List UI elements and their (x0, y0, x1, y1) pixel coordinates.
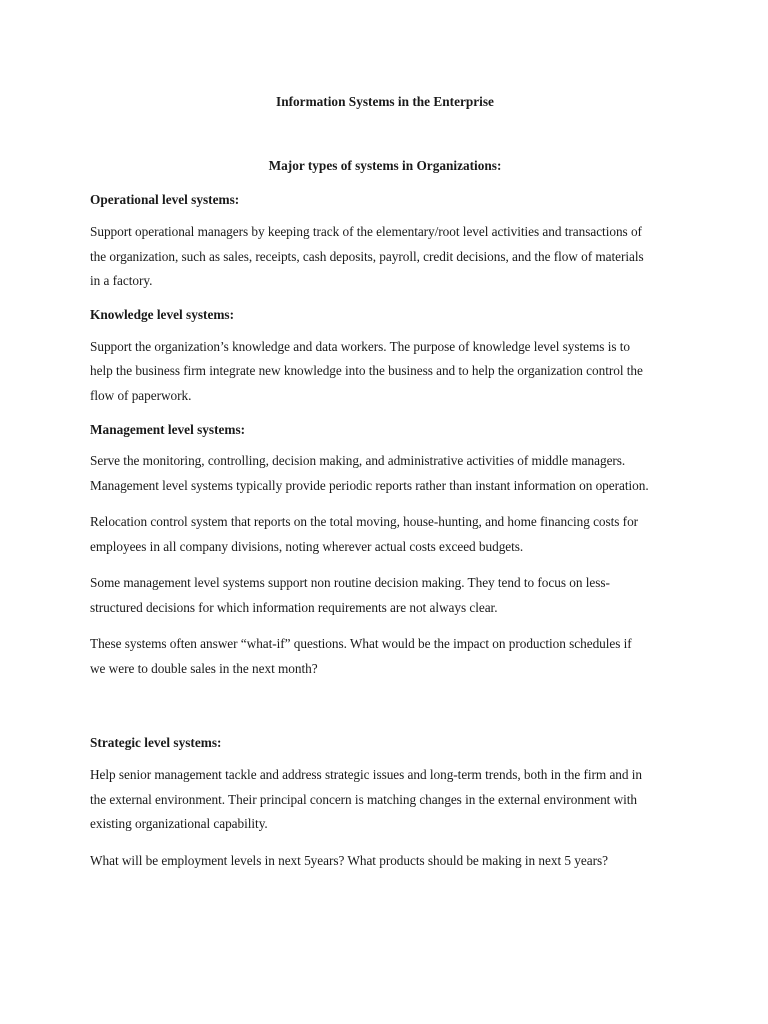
heading-operational: Operational level systems: (90, 192, 240, 207)
text-line: Support operational managers by keeping track of the elementary/root level activities and transactions of (90, 224, 642, 239)
text-line: help the business firm integrate new knowledge into the business and to help the organization control the (90, 363, 643, 378)
text-line: Support the organization’s knowledge and data workers. The purpose of knowledge level systems is to (90, 338, 630, 354)
text-line: Some management level systems support non routine decision making. They tend to focus on less- (90, 575, 610, 590)
text-line: existing organizational capability. (90, 816, 268, 831)
paragraph-knowledge (90, 335, 680, 409)
text-line: Help senior management tackle and address strategic issues and long-term trends, both in the firm and in (90, 767, 643, 782)
text-line: structured decisions for which information requirements are not always clear. (90, 599, 498, 615)
paragraph-management-2 (90, 510, 680, 559)
paragraph-strategic-2 (90, 849, 680, 874)
text-line: employees in all company divisions, noting wherever actual costs exceed budgets. (90, 538, 524, 554)
heading-strategic: Strategic level systems: (90, 735, 222, 750)
text-line: the organization, such as sales, receipts, cash deposits, payroll, credit decisions, and the flow of materials (90, 248, 644, 264)
document-page (90, 92, 680, 873)
text-line: we were to double sales in the next month? (90, 660, 318, 676)
text-line: Serve the monitoring, controlling, decision making, and administrative activities of middle managers. (90, 453, 626, 468)
text-line: the external environment. Their principal concern is matching changes in the external environment with (90, 791, 638, 807)
text-line: flow of paperwork. (90, 387, 192, 403)
paragraph-management-4 (90, 632, 680, 681)
text-line: These systems often answer “what-if” questions. What would be the impact on production schedules if (90, 636, 632, 651)
heading-knowledge: Knowledge level systems: (90, 306, 235, 322)
paragraph-operational (90, 220, 680, 294)
text-line: What will be employment levels in next 5years? What products should be making in next 5 years? (90, 852, 608, 868)
text-line: Relocation control system that reports on the total moving, house-hunting, and home financing costs for (90, 514, 639, 529)
text-line: Management level systems typically provide periodic reports rather than instant information on operation. (90, 477, 649, 493)
text-line: in a factory. (90, 273, 153, 288)
document-subtitle: Major types of systems in Organizations: (268, 158, 502, 173)
paragraph-strategic-1 (90, 763, 680, 837)
paragraph-management-3 (90, 571, 680, 620)
document-title: Information Systems in the Enterprise (276, 94, 494, 109)
paragraph-management-1 (90, 449, 680, 498)
heading-management: Management level systems: (90, 422, 246, 437)
